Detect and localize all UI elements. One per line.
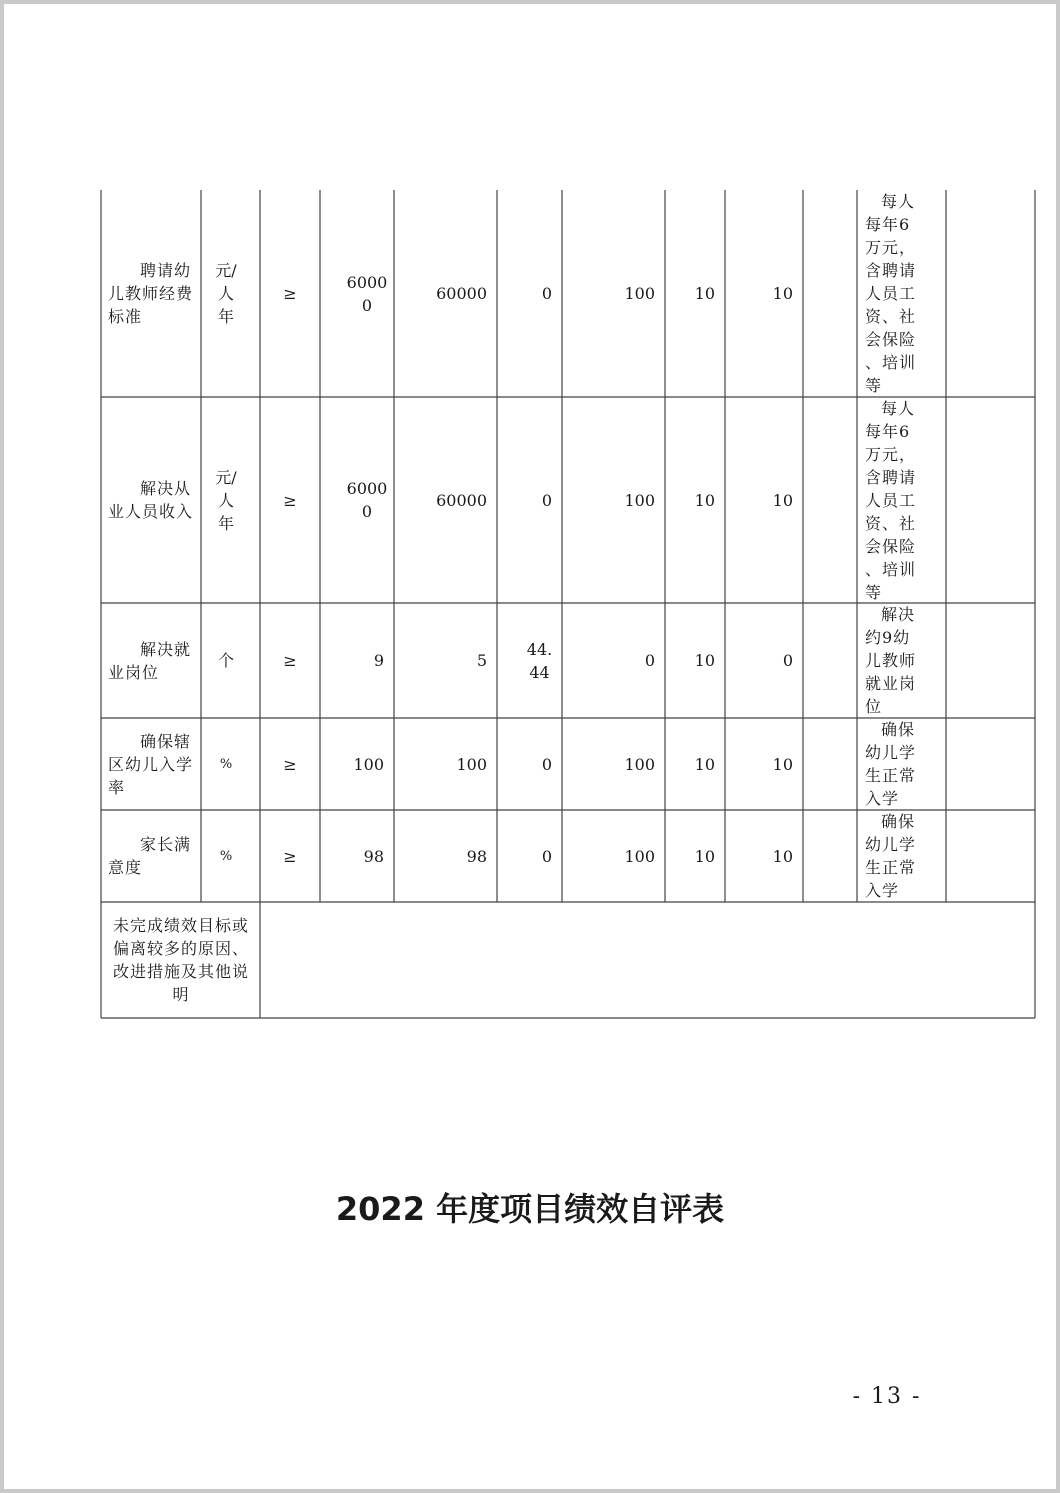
actual-value: 98	[466, 846, 487, 866]
completion-cell	[562, 810, 665, 902]
next-section-title: 2022 年度项目绩效自评表	[335, 1190, 725, 1228]
unit-cell	[211, 397, 241, 603]
unit-text: %	[219, 756, 233, 772]
indicator-text: 解决从业人员收入	[108, 479, 194, 521]
completion-cell	[562, 718, 665, 810]
deviation-value: 0	[541, 846, 552, 866]
target-cell	[320, 718, 394, 810]
score-cell	[725, 603, 803, 718]
actual-value: 60000	[436, 284, 487, 303]
actual-cell	[394, 603, 497, 718]
indicator-text: 聘请幼儿教师经费标准	[108, 261, 194, 326]
deviation-value: 44.44	[526, 639, 553, 682]
deviation-cell	[517, 603, 562, 718]
completion-value: 100	[624, 284, 655, 303]
actual-cell	[394, 718, 497, 810]
remark-text: 确保幼儿学生正常入学	[865, 812, 917, 900]
completion-cell	[562, 190, 665, 397]
weight-cell	[665, 190, 725, 397]
indicator-cell	[102, 718, 201, 810]
score-value: 10	[772, 284, 793, 303]
footnote-label-text: 未完成绩效目标或偏离较多的原因、改进措施及其他说明	[112, 916, 249, 1004]
deviation-cell	[497, 718, 562, 810]
unit-text: %	[219, 848, 233, 864]
unit-text: 个	[217, 651, 234, 670]
operator-text: ≥	[283, 651, 297, 670]
deviation-value: 0	[541, 284, 552, 303]
deviation-cell	[497, 397, 562, 603]
unit-cell	[211, 603, 241, 718]
remark-text: 每人每年6万元，含聘请人员工资、社会保险 、培训等	[865, 399, 917, 602]
indicator-text: 家长满意度	[108, 835, 192, 877]
weight-value: 10	[694, 284, 715, 303]
completion-value: 100	[624, 846, 655, 866]
target-value: 60000	[346, 479, 388, 521]
remark-cell	[861, 190, 925, 397]
score-value: 0	[782, 651, 793, 670]
page-number: - 13 -	[852, 1384, 922, 1409]
indicator-text: 解决就业岗位	[108, 639, 192, 682]
indicator-cell	[102, 397, 201, 603]
weight-value: 10	[694, 754, 715, 774]
actual-value: 100	[456, 754, 487, 774]
remark-cell	[861, 810, 925, 902]
target-value: 98	[363, 846, 384, 866]
score-cell	[725, 397, 803, 603]
target-value: 100	[353, 754, 384, 774]
weight-cell	[665, 397, 725, 603]
target-cell	[340, 190, 394, 397]
indicator-cell	[102, 810, 201, 902]
actual-value: 5	[476, 651, 487, 670]
actual-cell	[394, 810, 497, 902]
operator-cell	[260, 718, 320, 810]
deviation-cell	[497, 810, 562, 902]
completion-cell	[562, 603, 665, 718]
completion-value: 100	[624, 754, 655, 774]
remark-cell	[861, 603, 925, 718]
operator-text: ≥	[283, 846, 297, 866]
target-cell	[340, 397, 394, 603]
unit-cell	[211, 190, 241, 397]
remark-text: 确保幼儿学生正常入学	[865, 720, 917, 808]
operator-cell	[260, 603, 320, 718]
footnote-label-cell	[102, 902, 260, 1018]
remark-text: 每人每年6万元，含聘请人员工资、社会保险 、培训等	[865, 192, 917, 395]
unit-cell	[211, 810, 241, 902]
target-cell	[320, 810, 394, 902]
remark-cell	[861, 718, 925, 810]
deviation-value: 0	[541, 490, 552, 510]
deviation-value: 0	[541, 754, 552, 774]
operator-cell	[260, 810, 320, 902]
score-value: 10	[772, 490, 793, 510]
score-cell	[725, 190, 803, 397]
operator-text: ≥	[283, 490, 297, 510]
weight-value: 10	[694, 490, 715, 510]
weight-cell	[665, 810, 725, 902]
remark-cell	[861, 397, 925, 603]
score-cell	[725, 810, 803, 902]
weight-value: 10	[694, 846, 715, 866]
score-value: 10	[772, 754, 793, 774]
deviation-cell	[497, 190, 562, 397]
operator-text: ≥	[283, 284, 297, 303]
indicator-cell	[102, 190, 201, 397]
weight-cell	[665, 603, 725, 718]
weight-cell	[665, 718, 725, 810]
unit-cell	[211, 718, 241, 810]
completion-cell	[562, 397, 665, 603]
document-page	[4, 4, 1056, 1489]
completion-value: 100	[624, 490, 655, 510]
actual-value: 60000	[436, 490, 487, 510]
target-value: 9	[373, 651, 384, 670]
footnote-value-cell	[261, 902, 1035, 1018]
target-cell	[320, 603, 394, 718]
operator-cell	[260, 190, 320, 397]
operator-text: ≥	[283, 754, 297, 774]
score-value: 10	[772, 846, 793, 866]
indicator-cell	[102, 603, 201, 718]
score-cell	[725, 718, 803, 810]
weight-value: 10	[694, 651, 715, 670]
unit-text: 元/人年	[215, 261, 237, 326]
indicator-text: 确保辖区幼儿入学率	[108, 731, 194, 797]
remark-text: 解决约9幼儿教师就业岗位	[865, 605, 917, 716]
actual-cell	[394, 190, 497, 397]
completion-value: 0	[644, 651, 655, 670]
operator-cell	[260, 397, 320, 603]
unit-text: 元/人年	[215, 467, 237, 533]
actual-cell	[394, 397, 497, 603]
target-value: 60000	[346, 272, 388, 315]
